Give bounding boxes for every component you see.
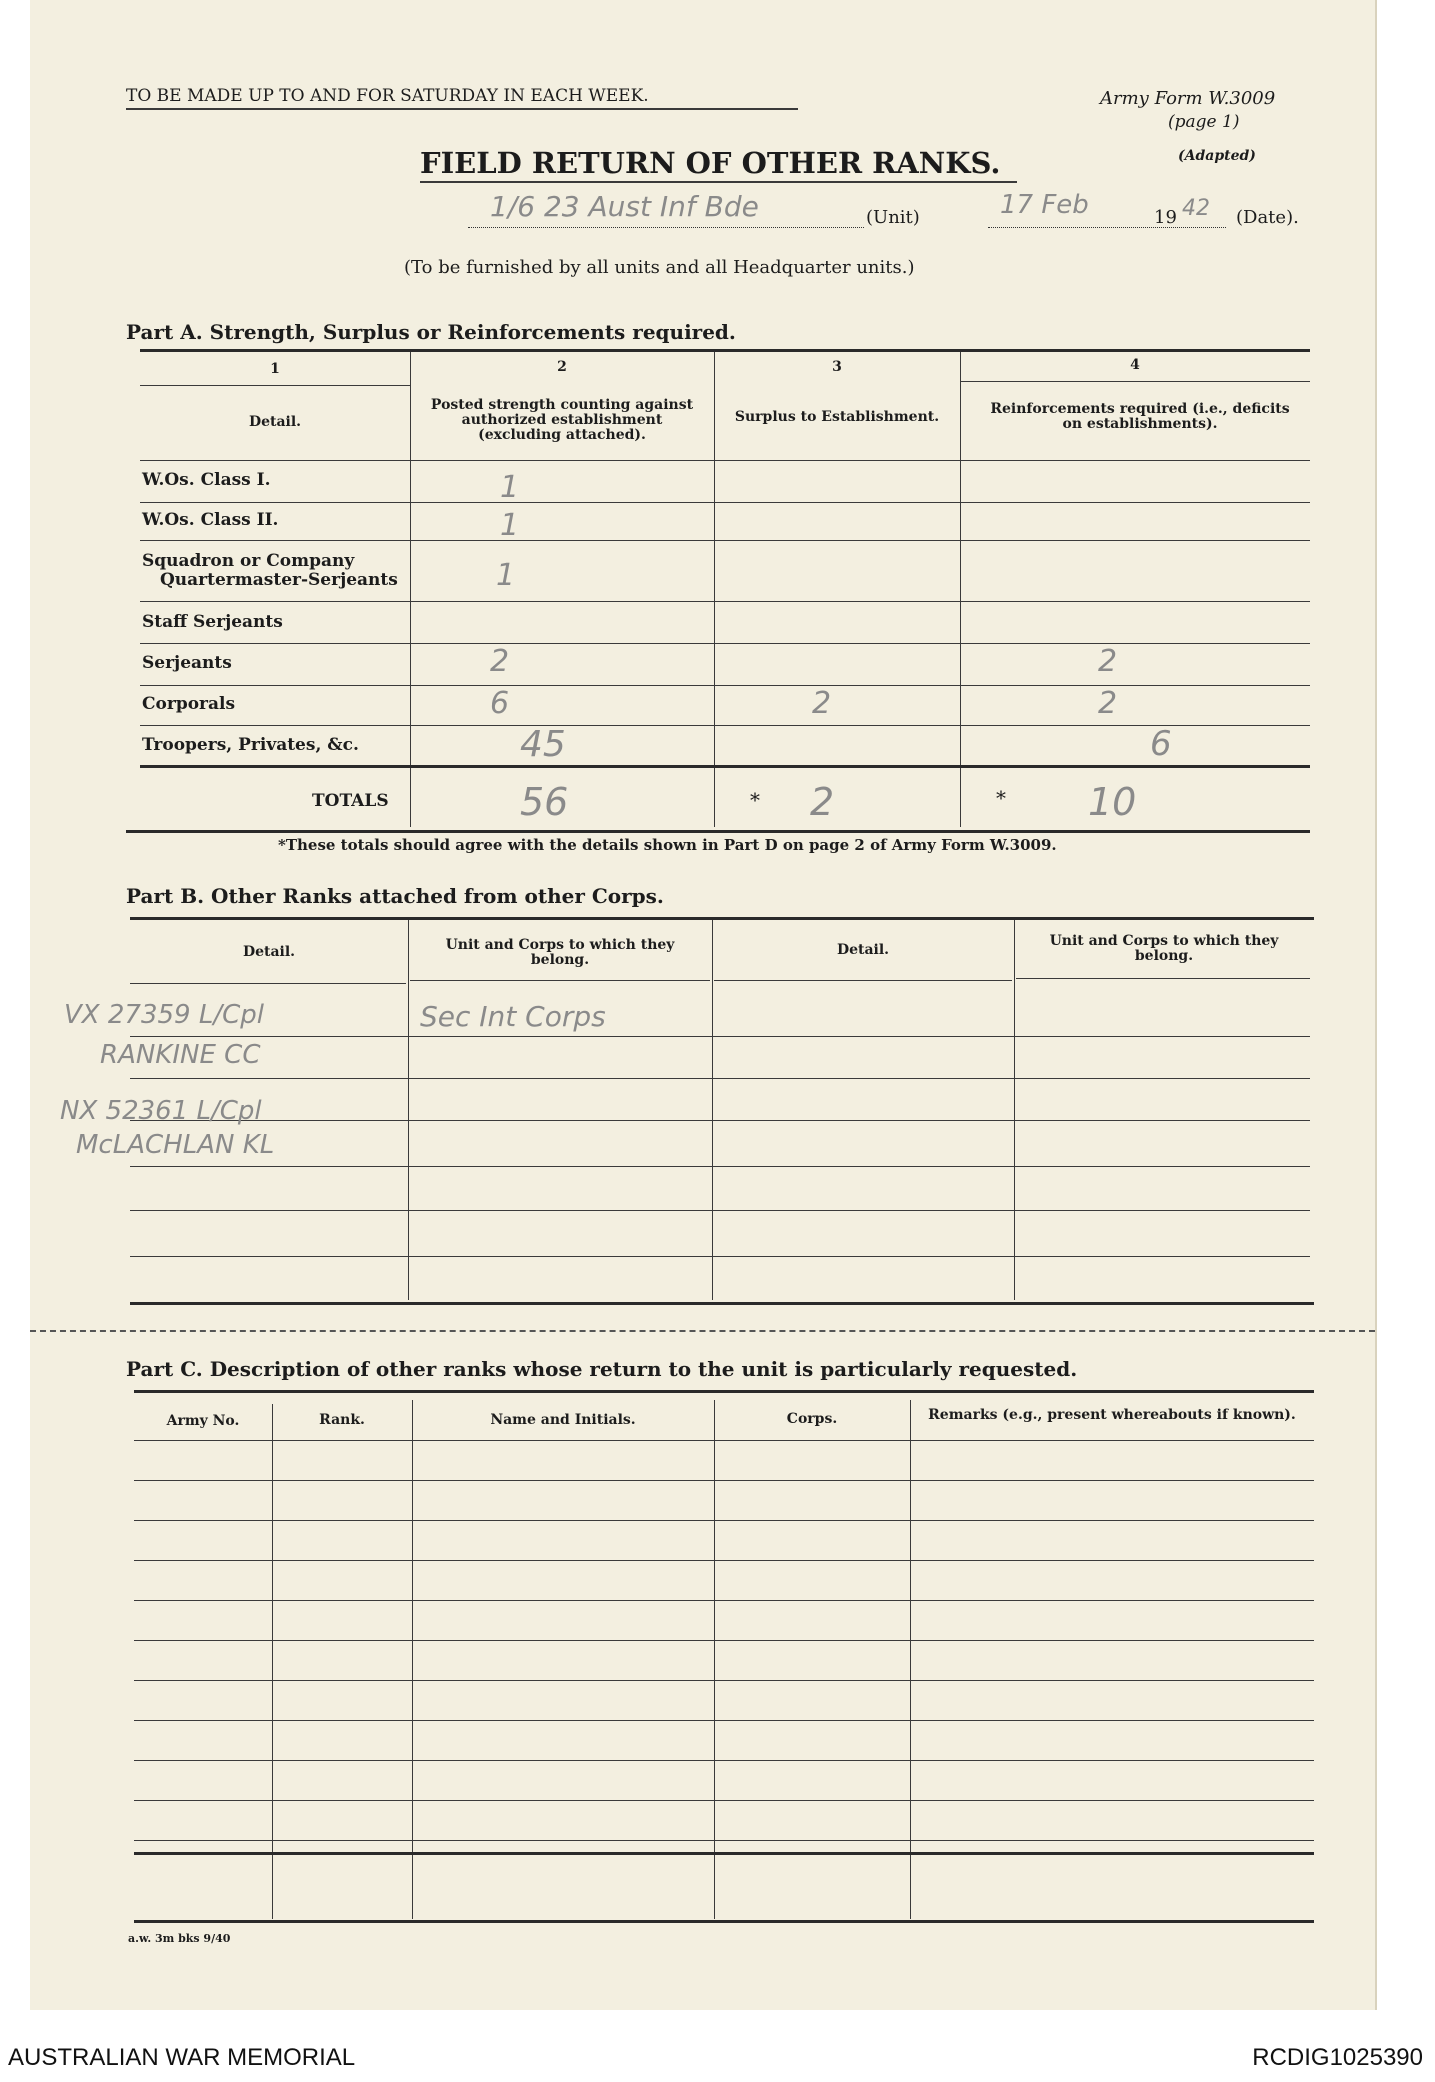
part-c-title: Part C. Description of other ranks whose return to the unit is particularly requested.: [126, 1357, 1078, 1381]
part-b-rule: [410, 980, 710, 981]
part-c-rule: [134, 1800, 1314, 1801]
made-up-notice: TO BE MADE UP TO AND FOR SATURDAY IN EACH WEEK.: [126, 86, 649, 106]
part-a-divider-1: [410, 352, 411, 827]
part-a-row-rule: [140, 643, 1310, 644]
army-form-number: Army Form W.3009: [1100, 88, 1276, 109]
attached-entry-1-name: RANKINE CC: [100, 1040, 261, 1070]
part-b-rule: [130, 1210, 1310, 1211]
row-label: Quartermaster-Serjeants: [160, 570, 398, 590]
part-b-rule: [130, 1166, 1310, 1167]
date-label: (Date).: [1236, 207, 1299, 228]
part-b-head-detail-1: Detail.: [242, 944, 296, 960]
attached-entry-1: VX 27359 L/Cpl: [64, 1000, 264, 1030]
part-c-rule: [134, 1600, 1314, 1601]
part-a-divider-3: [960, 352, 961, 827]
part-b-rule: [130, 1120, 1310, 1121]
part-b-rule: [130, 1078, 1310, 1079]
part-c-divider-2: [412, 1400, 413, 1919]
part-b-divider-1: [408, 920, 409, 1300]
part-b-rule: [714, 980, 1012, 981]
part-a-header-rule: [140, 460, 1310, 461]
part-a-head-detail: Detail.: [248, 414, 302, 430]
posted-total: 56: [520, 780, 569, 824]
part-a-colnum-1: 1: [270, 361, 280, 377]
part-c-divider-3: [714, 1400, 715, 1919]
part-c-head-remarks: Remarks (e.g., present whereabouts if known).: [928, 1407, 1296, 1423]
unit-label: (Unit): [866, 207, 920, 228]
part-c-divider-4: [910, 1400, 911, 1919]
part-c-head-name: Name and Initials.: [490, 1412, 636, 1428]
part-b-head-corps-2: Unit and Corps to which they belong.: [1049, 933, 1279, 964]
part-c-head-corps: Corps.: [786, 1411, 838, 1427]
part-a-row-rule: [140, 725, 1310, 726]
part-c-rule: [134, 1760, 1314, 1761]
date-dotted-line: [988, 227, 1226, 228]
part-a-numline-1: [140, 385, 410, 386]
form-subtitle: (To be furnished by all units and all Headquarter units.): [404, 257, 915, 278]
surplus-total: 2: [810, 780, 835, 824]
reinf-value: 2: [1098, 686, 1118, 721]
part-b-rule: [1016, 978, 1310, 979]
part-a-colnum-2: 2: [557, 359, 567, 375]
row-label: Corporals: [142, 694, 236, 714]
posted-value: 1: [496, 558, 516, 593]
part-c-rule: [134, 1640, 1314, 1641]
form-title: FIELD RETURN OF OTHER RANKS.: [420, 146, 1001, 180]
reinf-total: 10: [1088, 780, 1137, 824]
part-c-head-army-no: Army No.: [166, 1413, 240, 1429]
part-c-rule: [134, 1680, 1314, 1681]
part-a-totals-rule: [140, 765, 1310, 768]
part-c-rule: [134, 1720, 1314, 1721]
part-b-bottom-rule: [130, 1302, 1314, 1305]
part-b-rule: [130, 1036, 1310, 1037]
attached-entry-2-name: McLACHLAN KL: [76, 1130, 275, 1160]
archive-name: AUSTRALIAN WAR MEMORIAL: [8, 2044, 356, 2071]
row-label: W.Os. Class II.: [142, 510, 279, 530]
part-c-top-rule: [134, 1390, 1314, 1393]
part-b-rule: [130, 983, 406, 984]
day-handwritten: 17 Feb: [1000, 190, 1089, 220]
part-c-double-rule: [134, 1852, 1314, 1855]
attached-entry-1-corps: Sec Int Corps: [420, 1000, 606, 1033]
page-number: (page 1): [1168, 112, 1240, 132]
part-a-row-rule: [140, 601, 1310, 602]
part-c-rule: [134, 1440, 1314, 1441]
totals-label: TOTALS: [312, 791, 389, 811]
part-a-head-posted: Posted strength counting against authorized establishment (excluding attached).: [430, 397, 694, 443]
posted-value: 6: [490, 686, 510, 721]
row-label: Troopers, Privates, &c.: [142, 735, 359, 755]
part-b-divider-2: [712, 920, 713, 1300]
row-label: Serjeants: [142, 653, 232, 673]
part-a-row-rule: [140, 685, 1310, 686]
part-a-head-surplus: Surplus to Establishment.: [734, 409, 940, 425]
title-underline: [420, 181, 1017, 183]
posted-value: 45: [520, 724, 566, 765]
posted-value: 1: [500, 470, 520, 505]
reinf-star: *: [996, 786, 1006, 810]
year-handwritten: 42: [1182, 196, 1210, 221]
part-c-bottom-rule: [134, 1920, 1314, 1923]
print-code: a.w. 3m bks 9/40: [128, 1932, 231, 1945]
part-a-colnum-3: 3: [832, 359, 842, 375]
posted-value: 2: [490, 644, 510, 679]
totals-note: *These totals should agree with the details shown in Part D on page 2 of Army Form W.3009.: [278, 836, 1057, 854]
part-a-head-reinf: Reinforcements required (i.e., deficits on establishments).: [990, 401, 1290, 432]
adapted-label: (Adapted): [1178, 148, 1256, 164]
made-up-underline: [126, 108, 798, 110]
perforation-line: [30, 1330, 1375, 1332]
part-a-colnum-4: 4: [1130, 357, 1140, 373]
part-a-top-rule: [140, 349, 1310, 352]
part-c-rule: [134, 1840, 1314, 1841]
part-c-head-rank: Rank.: [319, 1412, 365, 1428]
part-b-divider-3: [1014, 920, 1015, 1300]
part-c-rule: [134, 1560, 1314, 1561]
part-c-divider-1: [272, 1404, 273, 1919]
part-a-row-rule: [140, 502, 1310, 503]
part-b-head-corps-1: Unit and Corps to which they belong.: [445, 937, 675, 968]
part-a-row-rule: [140, 540, 1310, 541]
year-prefix: 19: [1154, 207, 1177, 228]
unit-dotted-line: [468, 227, 864, 228]
part-c-rule: [134, 1480, 1314, 1481]
reinf-value: 2: [1098, 644, 1118, 679]
surplus-star: *: [750, 788, 760, 812]
row-label: Staff Serjeants: [142, 612, 283, 632]
part-a-bottom-rule: [126, 830, 1310, 833]
part-b-top-rule: [130, 917, 1314, 920]
row-label: Squadron or Company: [142, 551, 355, 571]
part-b-rule: [130, 1256, 1310, 1257]
part-b-title: Part B. Other Ranks attached from other Corps.: [126, 884, 664, 908]
reinf-value: 6: [1150, 724, 1172, 764]
part-a-numline-4: [960, 381, 1310, 382]
unit-handwritten: 1/6 23 Aust Inf Bde: [490, 190, 759, 223]
surplus-value: 2: [812, 686, 832, 721]
posted-value: 1: [500, 508, 520, 543]
part-a-title: Part A. Strength, Surplus or Reinforcements required.: [126, 320, 736, 344]
attached-entry-2: NX 52361 L/Cpl: [60, 1096, 262, 1126]
archive-id: RCDIG1025390: [1252, 2044, 1423, 2071]
part-c-rule: [134, 1520, 1314, 1521]
row-label: W.Os. Class I.: [142, 470, 271, 490]
part-b-head-detail-2: Detail.: [836, 942, 890, 958]
